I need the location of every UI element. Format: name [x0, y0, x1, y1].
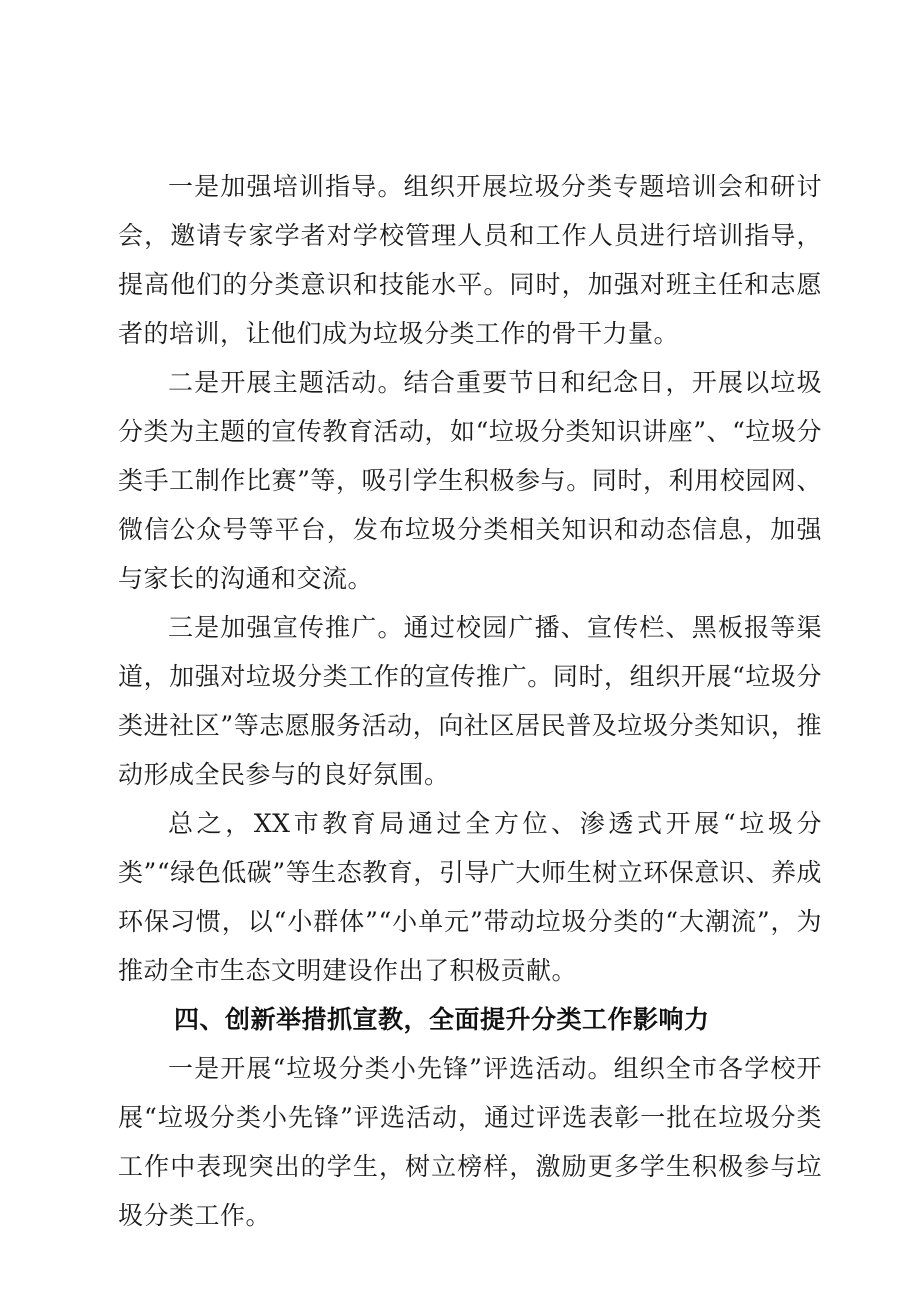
paragraph-publicity-promotion: 三是加强宣传推广。通过校园广播、宣传栏、黑板报等渠道，加强对垃圾分类工作的宣传推广。同时，组织开展“垃圾分类进社区”等志愿服务活动，向社区居民普及垃圾分类知识，推动形成全民参与的良好氛围。 — [118, 613, 822, 789]
document-body — [118, 162, 822, 1240]
paragraph-summary: 总之，XX市教育局通过全方位、渗透式开展“垃圾分类”“绿色低碳”等生态教育，引导广大师生树立环保意识、养成环保习惯，以“小群体”“小单元”带动垃圾分类的“大潮流”，为推动全市生态文明建设作出了积极贡献。 — [118, 809, 822, 985]
paragraph-training-guidance: 一是加强培训指导。组织开展垃圾分类专题培训会和研讨会，邀请专家学者对学校管理人员和工作人员进行培训指导，提高他们的分类意识和技能水平。同时，加强对班主任和志愿者的培训，让他们成为垃圾分类工作的骨干力量。 — [118, 172, 822, 348]
section-heading: 四、创新举措抓宣教，全面提升分类工作影响力 — [174, 1005, 710, 1034]
paragraph-theme-activities: 二是开展主题活动。结合重要节日和纪念日，开展以垃圾分类为主题的宣传教育活动，如“垃圾分类知识讲座”、“垃圾分类手工制作比赛”等，吸引学生积极参与。同时，利用校园网、微信公众号等平台，发布垃圾分类相关知识和动态信息，加强与家长的沟通和交流。 — [118, 368, 822, 593]
paragraph-pioneer-selection: 一是开展“垃圾分类小先锋”评选活动。组织全市各学校开展“垃圾分类小先锋”评选活动，通过评选表彰一批在垃圾分类工作中表现突出的学生，树立榜样，激励更多学生积极参与垃圾分类工作。 — [118, 1054, 822, 1230]
